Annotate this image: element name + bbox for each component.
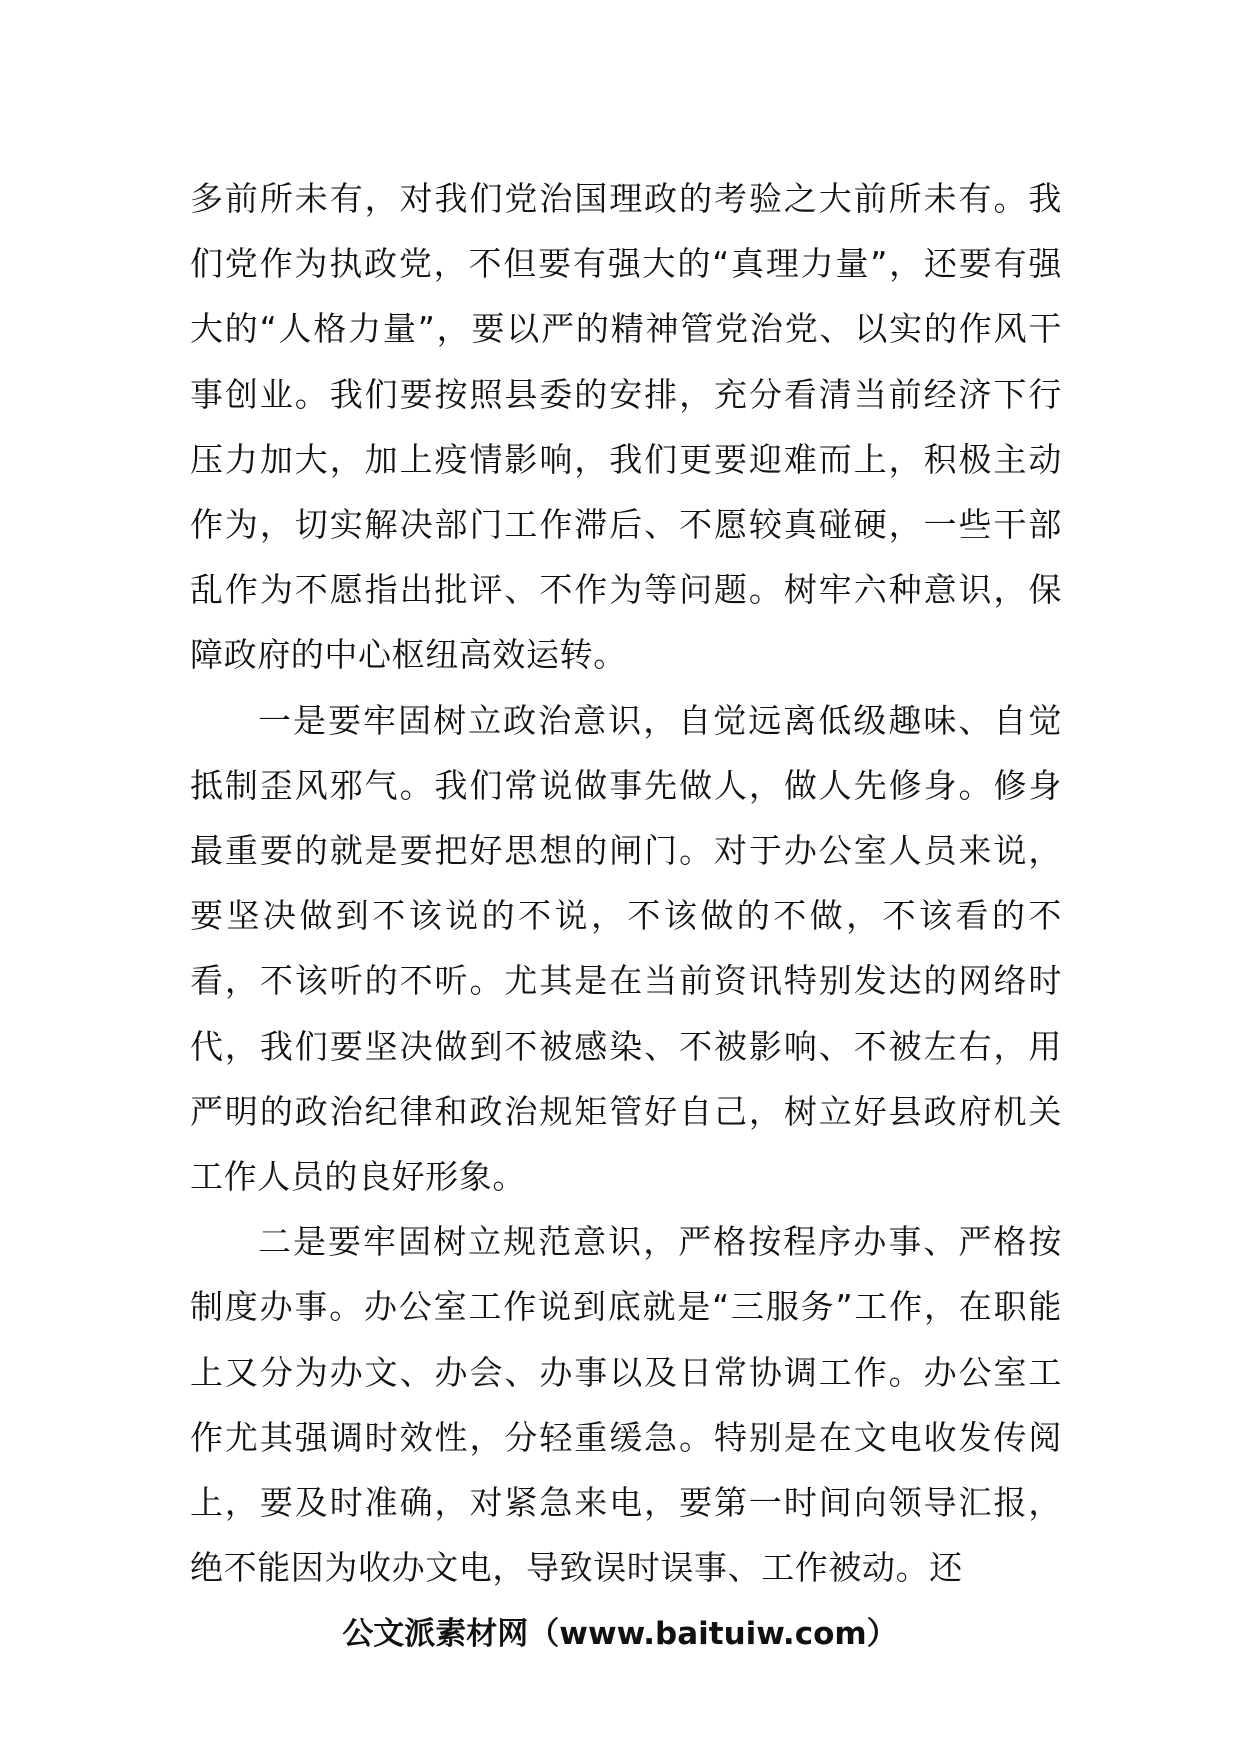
paragraph-1: 多前所未有，对我们党治国理政的考验之大前所未有。我们党作为执政党，不但要有强大的“真理力量”，还要有强大的“人格力量”，要以严的精神管党治党、以实的作风干事创业。我们要按照县委的安排，充分看清当前经济下行压力加大，加上疫情影响，我们更要迎难而上，积极主动作为，切实解决部门工作滞后、不愿较真碰硬，一些干部乱作为不愿指出批评、不作为等问题。树牢六种意识，保障政府的中心枢纽高效运转。 [190, 179, 1062, 675]
paragraph-3: 二是要牢固树立规范意识，严格按程序办事、严格按制度办事。办公室工作说到底就是“三服务”工作，在职能上又分为办文、办会、办事以及日常协调工作。办公室工作尤其强调时效性，分轻重缓急。特别是在文电收发传阅上，要及时准确，对紧急来电，要第一时间向领导汇报，绝不能因为收办文电，导致误时误事、工作被动。还 [190, 1222, 1062, 1588]
document-body [190, 166, 1062, 1600]
paragraph-2: 一是要牢固树立政治意识，自觉远离低级趣味、自觉抵制歪风邪气。我们常说做事先做人，做人先修身。修身最重要的就是要把好思想的闸门。对于办公室人员来说，要坚决做到不该说的不说，不该做的不做，不该看的不看，不该听的不听。尤其是在当前资讯特别发达的网络时代，我们要坚决做到不被感染、不被影响、不被左右，用严明的政治纪律和政治规矩管好自己，树立好县政府机关工作人员的良好形象。 [190, 700, 1062, 1197]
page-footer-watermark: 公文派素材网（www.baituiw.com） [342, 1616, 898, 1652]
